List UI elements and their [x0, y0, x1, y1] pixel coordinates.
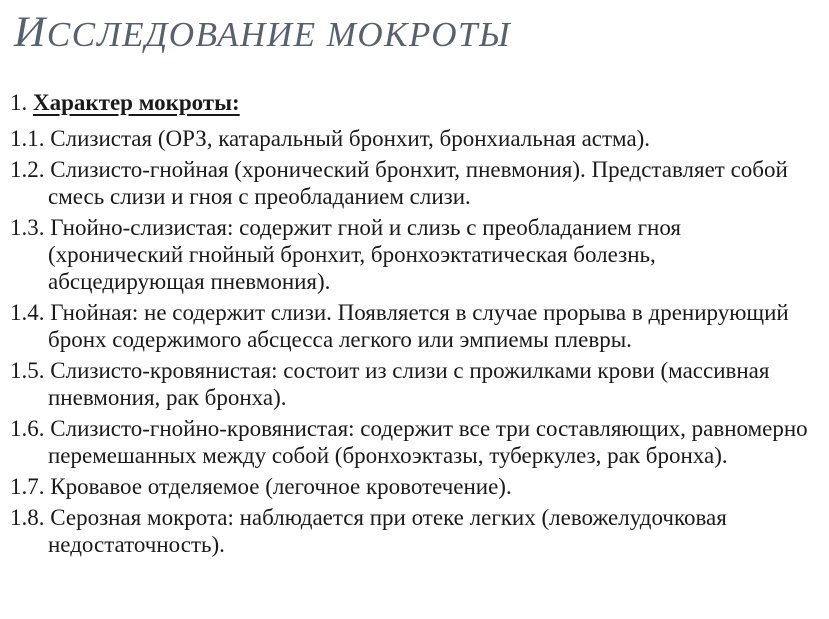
list-item-1-4	[10, 299, 813, 353]
item-number: 1.4.	[10, 300, 45, 326]
list-item-1-7	[10, 473, 813, 500]
list-item-1-3	[10, 214, 813, 295]
item-text: Кровавое отделяемое (легочное кровотечение).	[50, 474, 512, 500]
item-text: Слизистая (ОРЗ, катаральный бронхит, бронхиальная астма).	[50, 126, 651, 152]
section-label: Характер мокроты:	[33, 90, 240, 116]
section-heading	[10, 89, 813, 116]
item-number: 1.6.	[10, 416, 45, 442]
item-number: 1.8.	[10, 505, 45, 531]
item-text: Серозная мокрота: наблюдается при отеке легких (левожелудочковая недостаточность).	[48, 505, 727, 558]
list-item-1-6	[10, 415, 813, 469]
section-number: 1.	[10, 90, 28, 116]
item-text: Слизисто-гнойная (хронический бронхит, пневмония). Представляет собой смесь слизи и гноя с преобладанием слизи.	[48, 157, 788, 210]
item-number: 1.5.	[10, 358, 45, 384]
item-number: 1.2.	[10, 157, 45, 183]
item-text: Слизисто-кровянистая: состоит из слизи с прожилками крови (массивная пневмония, рак бронха).	[48, 358, 770, 411]
item-text: Слизисто-гнойно-кровянистая: содержит все три составляющих, равномерно перемешанных между собой (бронхоэктазы, туберкулез, рак бронха).	[48, 416, 808, 469]
item-number: 1.3.	[10, 215, 45, 241]
item-text: Гнойная: не содержит слизи. Появляется в случае прорыва в дренирующий бронх содержимого абсцесса легкого или эмпиемы плевры.	[48, 300, 789, 353]
list-item-1-1	[10, 125, 813, 152]
list-item-1-8	[10, 504, 813, 558]
page-title: ИССЛЕДОВАНИЕ МОКРОТЫ	[14, 8, 512, 56]
item-number: 1.7.	[10, 474, 45, 500]
list-item-1-2	[10, 156, 813, 210]
item-number: 1.1.	[10, 126, 45, 152]
item-text: Гнойно-слизистая: содержит гной и слизь с преобладанием гноя (хронический гнойный бронхит, бронхоэктатическая болезнь, абсцедирующая пневмония).	[48, 215, 681, 295]
list-item-1-5	[10, 357, 813, 411]
